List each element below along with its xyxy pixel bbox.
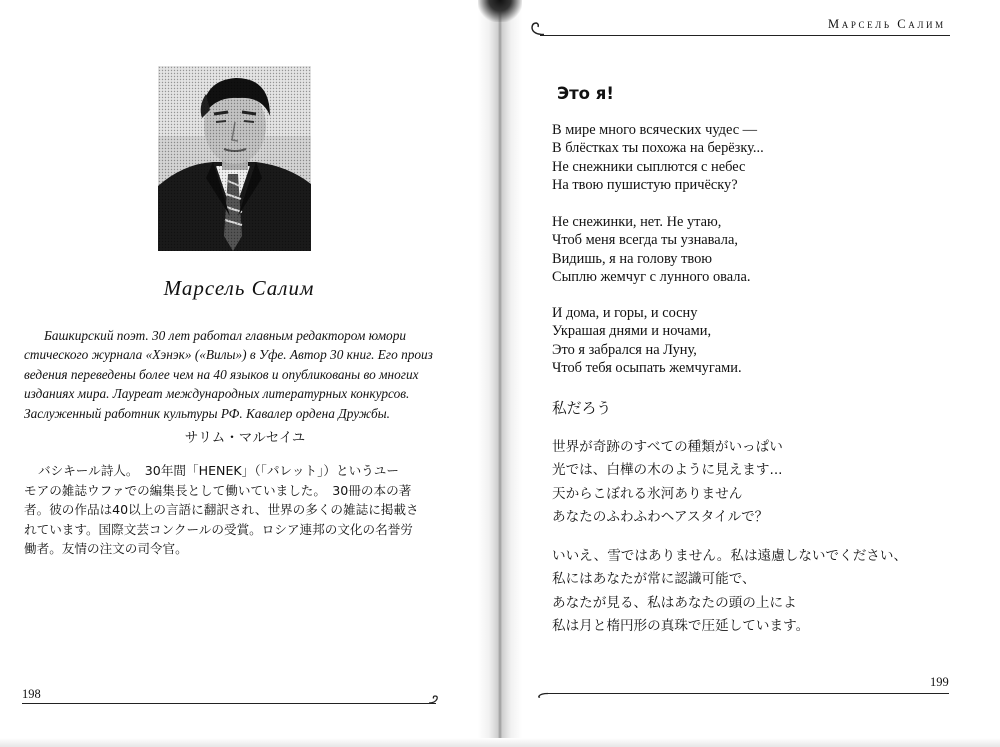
bio-ru-line: стического журнала «Хэнэк» («Вилы») в Уфе. Автор 30 книг. Его произ xyxy=(24,347,433,363)
poem-line: いいえ、雪ではありません。私は遠慮しないでください、 xyxy=(552,548,908,564)
running-head: Марсель Салим xyxy=(828,17,946,31)
poem-line: Чтоб меня всегда ты узнавала, xyxy=(552,232,738,249)
bio-ru-line: изданиях мира. Лауреат международных литературных конкурсов. xyxy=(24,386,410,402)
poem-line: 天からこぼれる氷河ありません xyxy=(552,485,743,502)
scan-edge xyxy=(0,738,1000,747)
poem-line: 私にはあなたが常に認識可能で、 xyxy=(552,571,756,588)
biography-japanese xyxy=(24,461,456,559)
bio-jp-line: モアの雑誌ウファでの編集長として働いていました。 30冊の本の著 xyxy=(24,482,412,498)
poem-stanza-russian xyxy=(552,304,742,378)
page-number-left: 198 xyxy=(22,687,41,701)
bio-jp-line: 者。彼の作品は40以上の言語に翻訳され、世界の多くの雑誌に掲載さ xyxy=(24,502,419,517)
poem-title-russian: Это я! xyxy=(557,84,614,103)
author-name-japanese: サリム・マルセイユ xyxy=(184,430,306,446)
bio-ru-line: Заслуженный работник культуры РФ. Кавалер ордена Дружбы. xyxy=(24,405,390,421)
header-rule-right xyxy=(540,35,950,36)
author-portrait xyxy=(158,66,311,251)
poem-line: 世界が奇跡のすべての種類がいっぱい xyxy=(552,439,783,455)
bio-ru-line: ведения переведены более чем на 40 языков и опубликованы во многих xyxy=(24,366,419,382)
poem-line: Украшая днями и ночами, xyxy=(552,323,712,340)
poem-title-japanese: 私だろう xyxy=(552,400,612,417)
footer-rule-left xyxy=(22,703,436,704)
author-name: Марсель Салим xyxy=(163,276,315,300)
bio-jp-line: れています。国際文芸コンクールの受賞。ロシア連邦の文化の名誉労 xyxy=(24,521,413,537)
poem-stanza-russian xyxy=(552,213,750,287)
poem-line: На твою пушистую причёску? xyxy=(552,177,738,194)
flourish-ornament-icon xyxy=(535,686,549,698)
poem-line: Это я забрался на Луну, xyxy=(552,341,697,358)
flourish-ornament-icon xyxy=(529,17,545,35)
gutter-shadow xyxy=(478,0,522,22)
poem-line: И дома, и горы, и сосну xyxy=(552,305,698,321)
poem-line: Чтоб тебя осыпать жемчугами. xyxy=(552,360,742,377)
poem-line: あなたのふわふわヘアスタイルで？ xyxy=(552,508,769,525)
flourish-ornament-icon xyxy=(428,694,442,708)
bio-jp-line: バシキール詩人。 30年間「HENEK」（「パレット」）というユー xyxy=(38,463,399,478)
poem-line: あなたが見る、私はあなたの頭の上によ xyxy=(552,594,797,611)
biography-russian xyxy=(24,326,442,423)
poem-line: В мире много всяческих чудес — xyxy=(552,122,758,138)
poem-stanza-japanese xyxy=(552,545,907,638)
poem-line: Видишь, я на голову твою xyxy=(552,250,713,267)
poem-line: 光では、白樺の木のように見えます... xyxy=(552,462,783,479)
poem-line: Не снежники сыплются с небес xyxy=(552,158,746,175)
bio-ru-line: Башкирский поэт. 30 лет работал главным редактором юмори xyxy=(44,328,407,343)
poem-line: Сыплю жемчуг с лунного овала. xyxy=(552,269,751,286)
bio-jp-line: 働者。友情の注文の司令官。 xyxy=(24,541,188,556)
book-gutter xyxy=(478,0,522,747)
poem-line: В блёстках ты похожа на берёзку... xyxy=(552,140,764,157)
footer-rule-right xyxy=(547,693,949,694)
poem-line: Не снежинки, нет. Не утаю, xyxy=(552,214,722,230)
page-number-right: 199 xyxy=(930,675,949,689)
poem-stanza-russian xyxy=(552,121,764,195)
poem-stanza-japanese xyxy=(552,436,783,529)
portrait-illustration xyxy=(158,66,311,251)
poem-line: 私は月と楕円形の真珠で圧延しています。 xyxy=(552,617,810,634)
